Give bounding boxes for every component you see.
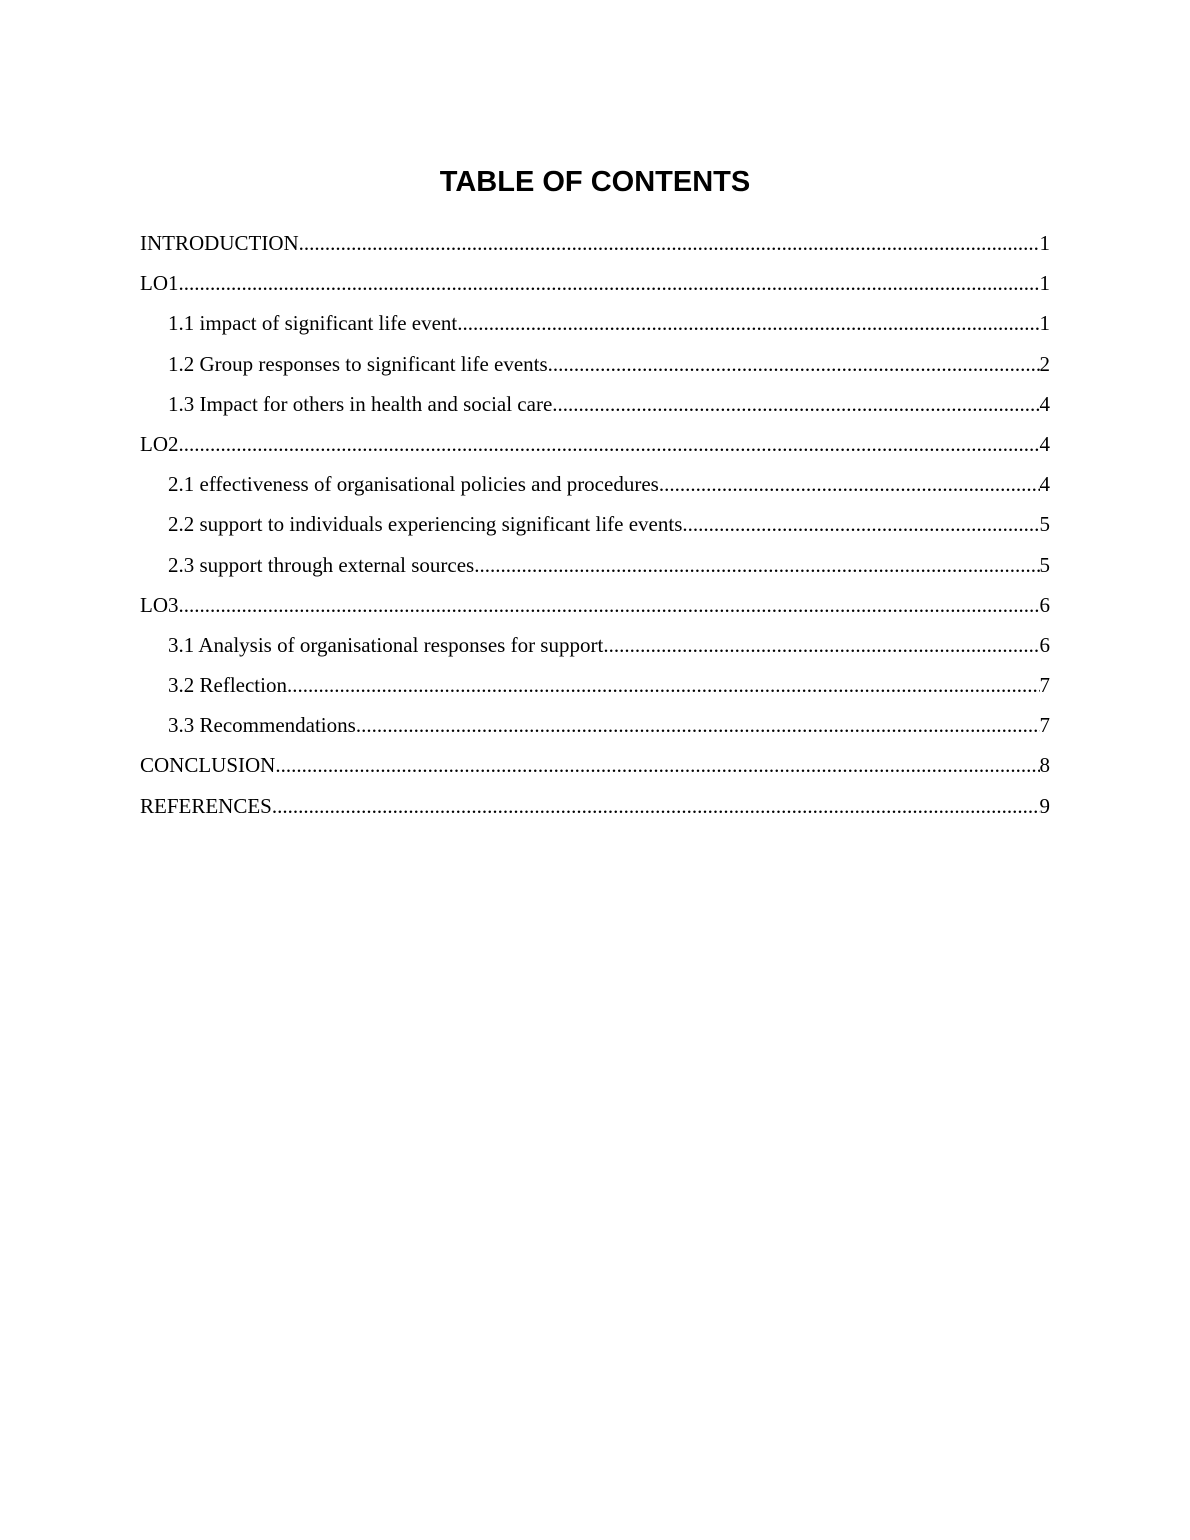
toc-dot-leader [275, 745, 1039, 785]
toc-dot-leader [179, 263, 1040, 303]
toc-entry-label: 3.1 Analysis of organisational responses for support [168, 632, 604, 657]
toc-entry[interactable] [140, 504, 1050, 544]
toc-entry[interactable] [140, 545, 1050, 585]
toc-title: TABLE OF CONTENTS [439, 166, 751, 198]
toc-page-number: 6 [1039, 632, 1050, 657]
toc-entry[interactable] [140, 585, 1050, 625]
toc-list [140, 223, 1050, 826]
toc-dot-leader [272, 786, 1040, 826]
toc-entry-label: INTRODUCTION [140, 231, 299, 255]
toc-page-number: 1 [1039, 271, 1050, 296]
toc-page-number: 8 [1039, 753, 1050, 778]
toc-page-number: 7 [1039, 713, 1050, 738]
toc-entry-label: 1.1 impact of significant life event [168, 311, 458, 336]
toc-entry-label: 1.2 Group responses to significant life events [168, 351, 548, 376]
toc-entry[interactable] [140, 223, 1050, 263]
toc-dot-leader [474, 545, 1039, 585]
toc-entry[interactable] [140, 705, 1050, 745]
toc-entry-label: LO3 [140, 592, 179, 617]
toc-dot-leader [548, 344, 1040, 384]
toc-dot-leader [179, 424, 1040, 464]
toc-page-number: 4 [1039, 431, 1050, 456]
toc-entry[interactable] [140, 424, 1050, 464]
toc-page-number: 1 [1039, 311, 1050, 336]
toc-entry-label: 2.3 support through external sources [168, 552, 475, 577]
toc-page-number: 6 [1039, 592, 1050, 617]
toc-dot-leader [179, 585, 1040, 625]
toc-entry[interactable] [140, 665, 1050, 705]
toc-page-number: 7 [1039, 673, 1050, 698]
toc-page-number: 4 [1039, 391, 1050, 416]
toc-entry-label: LO1 [140, 271, 179, 296]
toc-entry[interactable] [140, 344, 1050, 384]
toc-entry[interactable] [140, 745, 1050, 785]
toc-entry[interactable] [140, 786, 1050, 826]
toc-entry-label: 2.1 effectiveness of organisational policies and procedures [168, 472, 659, 497]
toc-page-number: 5 [1039, 512, 1050, 537]
toc-page-number: 5 [1039, 552, 1050, 577]
toc-dot-leader [287, 665, 1040, 705]
toc-entry[interactable] [140, 303, 1050, 343]
toc-page-number: 2 [1039, 351, 1050, 376]
toc-dot-leader [603, 625, 1039, 665]
toc-entry-label: 3.3 Recommendations [168, 713, 356, 738]
toc-page-number: 4 [1039, 472, 1050, 497]
toc-entry[interactable] [140, 464, 1050, 504]
toc-page-number: 9 [1039, 793, 1050, 818]
toc-dot-leader [457, 303, 1039, 343]
toc-entry-label: 3.2 Reflection [168, 673, 287, 698]
toc-entry-label: CONCLUSION [140, 753, 276, 778]
toc-page-number: 1 [1039, 231, 1050, 255]
toc-dot-leader [356, 705, 1040, 745]
toc-entry[interactable] [140, 384, 1050, 424]
toc-dot-leader [552, 384, 1039, 424]
toc-dot-leader [299, 223, 1040, 263]
toc-dot-leader [682, 504, 1039, 544]
toc-entry-label: 1.3 Impact for others in health and social care [168, 391, 553, 416]
toc-entry-label: REFERENCES [140, 793, 272, 818]
toc-entry-label: 2.2 support to individuals experiencing significant life events [168, 512, 683, 537]
toc-entry-label: LO2 [140, 431, 179, 456]
toc-entry[interactable] [140, 263, 1050, 303]
toc-dot-leader [659, 464, 1040, 504]
toc-entry[interactable] [140, 625, 1050, 665]
